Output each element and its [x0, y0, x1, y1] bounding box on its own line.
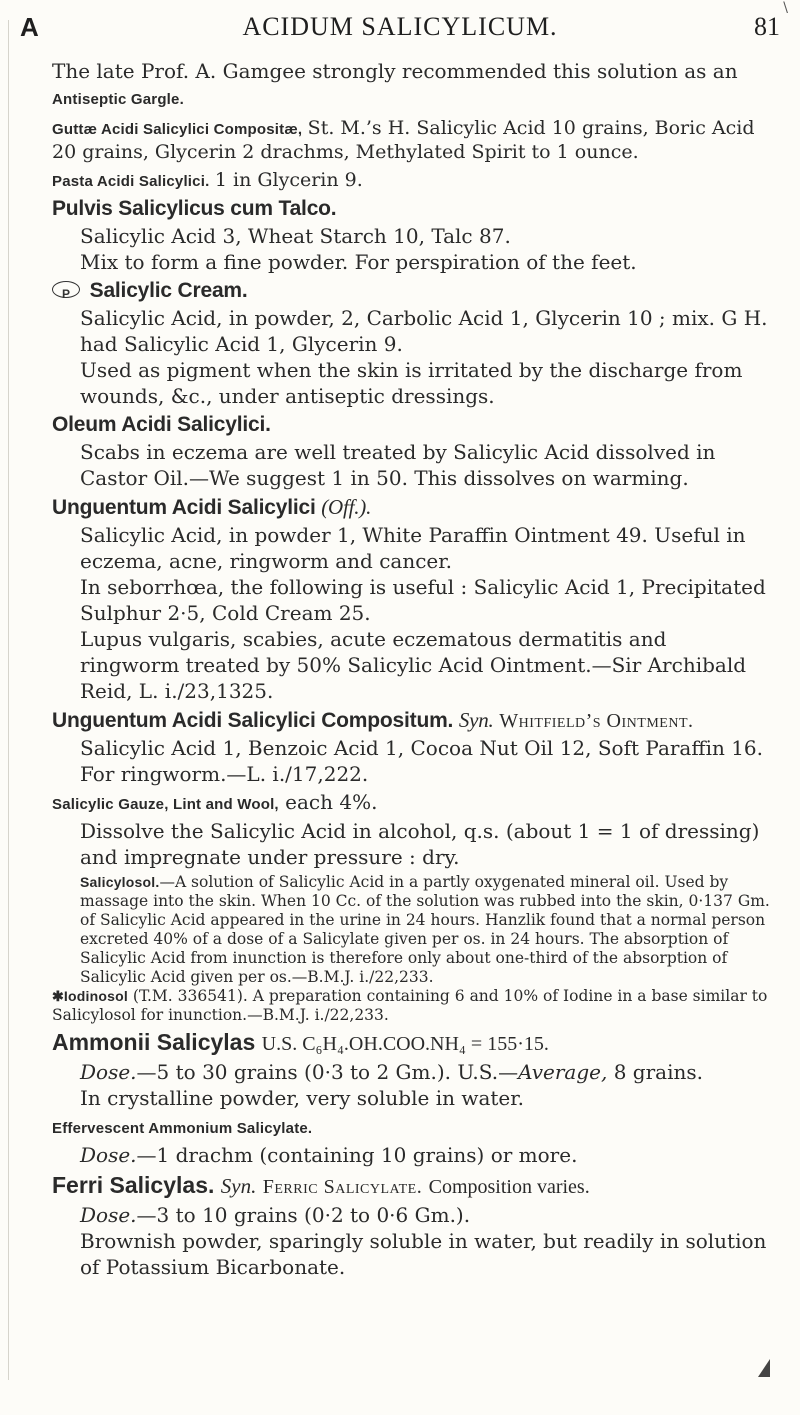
gauze-heading-row [52, 789, 772, 818]
corner-mark: \ [783, 0, 788, 16]
unguentum-line-3: Lupus vulgaris, scabies, acute eczematous dermatitis and ringworm treated by 50% Salicylic Acid Ointment.—Sir Archibald Reid, L. i./23,1325. [80, 627, 747, 703]
page-content [52, 58, 772, 1280]
page-edge-line [8, 20, 9, 1380]
gauze-heading: Salicylic Gauze, Lint and Wool, [52, 796, 279, 813]
syn-label: Syn. [458, 708, 494, 732]
cream-line-1: Salicylic Acid, in powder, 2, Carbolic Acid 1, Glycerin 10 ; mix. G H. had Salicylic Acid 1, Glycerin 9. [80, 306, 768, 356]
ferri-dose-text: —3 to 10 grains (0·2 to 0·6 Gm.). [136, 1203, 471, 1227]
gargle-heading: Antiseptic Gargle. [52, 91, 184, 108]
unguentum-heading-row [52, 493, 772, 522]
oleum-heading: Oleum Acidi Salicylici. [52, 413, 271, 436]
gargle-entry [52, 58, 772, 113]
gauze-text: Dissolve the Salicylic Acid in alcohol, q.s. (about 1 = 1 of dressing) and impregnate under pressure : dry. [80, 819, 760, 869]
average-label: Average, [518, 1060, 608, 1084]
cream-heading-row [52, 277, 772, 305]
iodinosol-heading: ✱Iodinosol [52, 988, 128, 1004]
pasta-entry [52, 169, 772, 193]
dose-label: Dose. [80, 1060, 137, 1084]
unguentum-comp-heading-row [52, 706, 772, 735]
salicylosol-text: —A solution of Salicylic Acid in a partly oxygenated mineral oil. Used by massage into the skin. When 10 Cc. of the solution was rubbed into the skin, 0·137 Gm. of Salicylic Acid appeared in the urine in 24 hours. Hanzlik found that a normal person excreted 40% of a dose of a Salicylate given per os. in 24 hours. The absorption of Salicylic Acid from inunction is therefore only about one-third of the absorption of Salicylic Acid given per os.—B.M.J. i./22,233. [80, 873, 770, 986]
gargle-intro: The late Prof. A. Gamgee strongly recommended this solution as an [52, 59, 738, 83]
whitfield-name: Whitfield’s Ointment. [499, 710, 694, 732]
dose-label: Dose. [80, 1203, 137, 1227]
ammonii-desc: In crystalline powder, very soluble in water. [80, 1086, 524, 1110]
pasta-heading: Pasta Acidi Salicylici. [52, 173, 210, 190]
ammonii-dose [52, 1059, 772, 1085]
gauze-each: each 4%. [285, 790, 378, 814]
guttae-entry [52, 117, 772, 164]
ammonii-dose-text: —5 to 30 grains (0·3 to 2 Gm.). U.S.— [136, 1060, 519, 1084]
ferric-name: Ferric Salicylate. [262, 1176, 423, 1198]
pulvis-heading: Pulvis Salicylicus cum Talco. [52, 197, 337, 220]
page-title: ACIDUM SALICYLICUM. [242, 12, 558, 41]
pulvis-line-2: Mix to form a fine powder. For perspiration of the feet. [80, 250, 637, 274]
effervescent-heading-row [52, 1113, 772, 1142]
ammonii-average: 8 grains. [613, 1060, 703, 1084]
cream-line-2: Used as pigment when the skin is irritated by the discharge from wounds, &c., under antiseptic dressings. [80, 358, 743, 408]
unguentum-comp-heading: Unguentum Acidi Salicylici Compositum. [52, 709, 454, 732]
unguentum-heading: Unguentum Acidi Salicylici [52, 496, 316, 519]
ferri-desc: Brownish powder, sparingly soluble in water, but readily in solution of Potassium Bicarbonate. [80, 1229, 767, 1279]
unguentum-line-2: In seborrhœa, the following is useful : Salicylic Acid 1, Precipitated Sulphur 2·5, Cold Cream 25. [80, 575, 766, 625]
effervescent-dose [52, 1142, 772, 1168]
cream-heading: Salicylic Cream. [89, 279, 248, 302]
ferri-dose [52, 1202, 772, 1228]
guttae-text: St. M.’s H. Salicylic Acid 10 grains, Boric Acid 20 grains, Glycerin 2 drachms, Methylated Spirit to 1 ounce. [52, 117, 755, 163]
running-head [20, 12, 780, 48]
unguentum-comp-text: Salicylic Acid 1, Benzoic Acid 1, Cocoa Nut Oil 12, Soft Paraffin 16. For ringworm.—L. i./17,222. [80, 736, 764, 786]
pasta-text: 1 in Glycerin 9. [214, 169, 363, 191]
ferri-heading-row [52, 1170, 772, 1202]
effervescent-dose-text: —1 drachm (containing 10 grains) or more. [136, 1143, 578, 1167]
guttae-heading: Guttæ Acidi Salicylici Compositæ, [52, 121, 303, 138]
ammonii-formula: U.S. C₆H₄.OH.COO.NH₄ = 155·15. [261, 1033, 549, 1055]
iodinosol-entry [52, 987, 772, 1025]
unguentum-line-1: Salicylic Acid, in powder 1, White Paraffin Ointment 49. Useful in eczema, acne, ringworm and cancer. [80, 523, 746, 573]
official-mark-icon [52, 281, 80, 298]
unguentum-official-tag: (Off.). [321, 495, 372, 519]
iodinosol-text: (T.M. 336541). A preparation containing 6 and 10% of Iodine in a base similar to Salicylosol for inunction.—B.M.J. i./22,233. [52, 987, 768, 1024]
page-number: 81 [754, 12, 780, 41]
ferri-heading: Ferri Salicylas. [52, 1172, 215, 1198]
effervescent-heading: Effervescent Ammonium Salicylate. [52, 1120, 313, 1137]
salicylosol-entry [52, 873, 772, 987]
syn-label: Syn. [220, 1174, 257, 1198]
salicylosol-heading: Salicylosol. [80, 874, 160, 890]
section-letter: A [20, 12, 39, 42]
oleum-text: Scabs in eczema are well treated by Salicylic Acid dissolved in Castor Oil.—We suggest 1 in 50. This dissolves on warming. [80, 440, 716, 490]
ammonii-heading: Ammonii Salicylas [52, 1029, 256, 1055]
dose-label: Dose. [80, 1143, 137, 1167]
corner-triangle-mark [758, 1359, 770, 1377]
pulvis-line-1: Salicylic Acid 3, Wheat Starch 10, Talc 87. [80, 224, 511, 248]
ammonii-heading-row [52, 1027, 772, 1059]
ferri-composition: Composition varies. [428, 1176, 590, 1198]
